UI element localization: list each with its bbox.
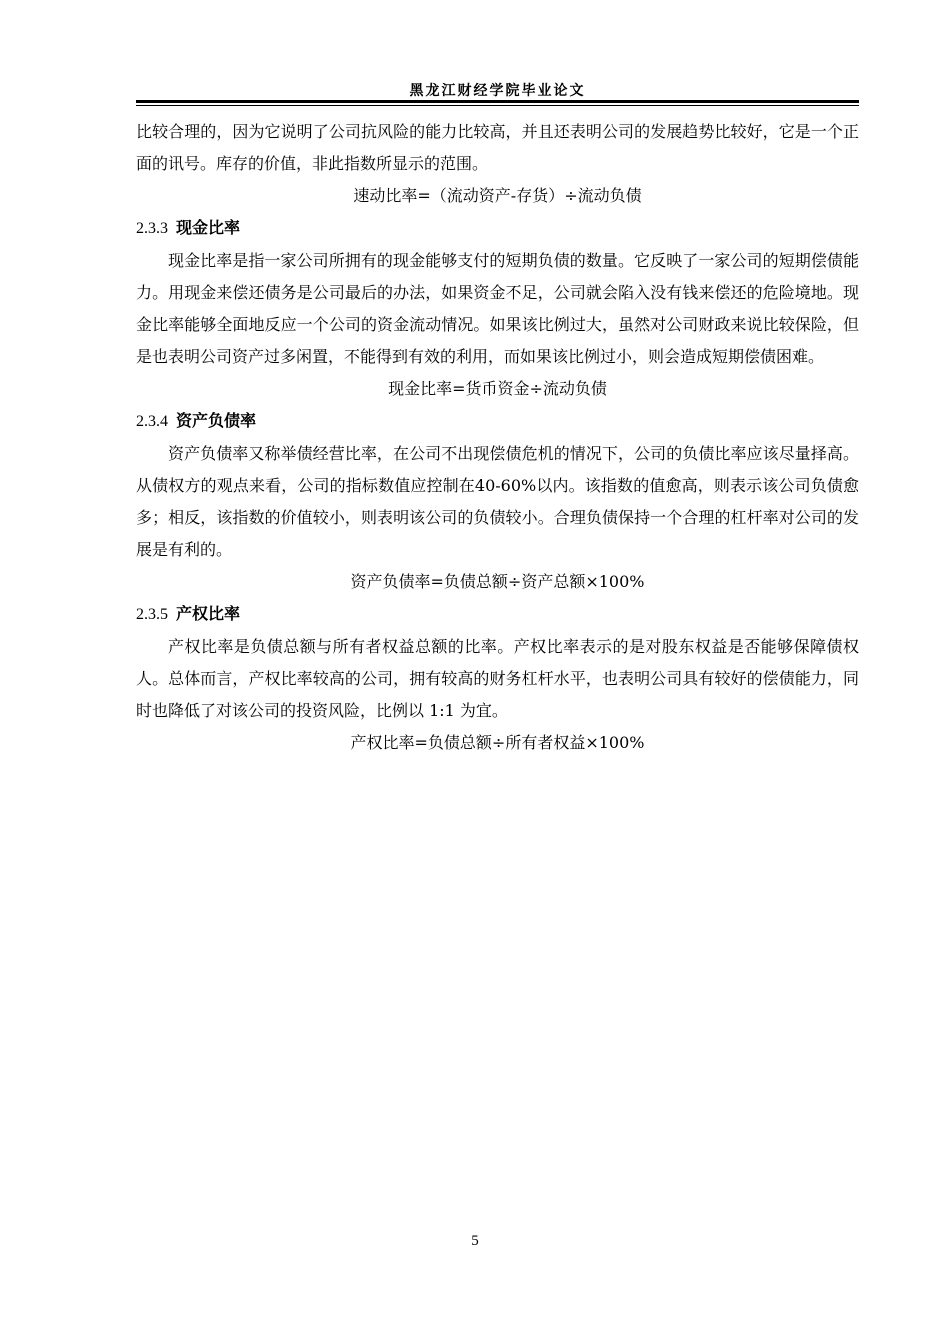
formula-cash-ratio: 现金比率=货币资金÷流动负债	[388, 379, 607, 398]
section-heading-2-3-4	[136, 405, 859, 438]
formula-quick-ratio: 速动比率=（流动资产-存货）÷流动负债	[353, 186, 642, 205]
paragraph-continued: 比较合理的，因为它说明了公司抗风险的能力比较高，并且还表明公司的发展趋势比较好，它是一个正面的讯号。库存的价值，非此指数所显示的范围。	[136, 122, 859, 173]
section-number: 2.3.3	[136, 220, 168, 237]
header-rule-thick	[136, 100, 859, 103]
running-header: 黑龙江财经学院毕业论文	[409, 83, 586, 99]
document-body	[136, 116, 859, 759]
section-heading-2-3-3	[136, 212, 859, 245]
section-title: 现金比率	[176, 218, 241, 237]
section-title: 资产负债率	[176, 411, 257, 430]
section-number: 2.3.4	[136, 413, 168, 430]
formula-equity-ratio: 产权比率=负债总额÷所有者权益×100%	[350, 733, 645, 752]
section-number: 2.3.5	[136, 606, 168, 623]
header-rule-thin	[136, 105, 859, 106]
paragraph-cash-ratio: 现金比率是指一家公司所拥有的现金能够支付的短期负债的数量。它反映了一家公司的短期偿债能力。用现金来偿还债务是公司最后的办法，如果资金不足，公司就会陷入没有钱来偿还的危险境地。现金比率能够全面地反应一个公司的资金流动情况。如果该比例过大，虽然对公司财政来说比较保险，但是也表明公司资产过多闲置，不能得到有效的利用，而如果该比例过小，则会造成短期偿债困难。	[136, 251, 859, 366]
paragraph-debt-ratio: 资产负债率又称举债经营比率，在公司不出现偿债危机的情况下，公司的负债比率应该尽量择高。从债权方的观点来看，公司的指标数值应控制在40-60%以内。该指数的值愈高，则表示该公司负债愈多；相反，该指数的价值较小，则表明该公司的负债较小。合理负债保持一个合理的杠杆率对公司的发展是有利的。	[136, 444, 859, 559]
page-number: 5	[471, 1233, 479, 1249]
formula-debt-ratio: 资产负债率=负债总额÷资产总额×100%	[350, 572, 645, 591]
section-title: 产权比率	[176, 604, 241, 623]
section-heading-2-3-5	[136, 598, 859, 631]
paragraph-equity-ratio: 产权比率是负债总额与所有者权益总额的比率。产权比率表示的是对股东权益是否能够保障债权人。总体而言，产权比率较高的公司，拥有较高的财务杠杆水平，也表明公司具有较好的偿债能力，同时也降低了对该公司的投资风险，比例以 1:1 为宜。	[136, 637, 859, 720]
